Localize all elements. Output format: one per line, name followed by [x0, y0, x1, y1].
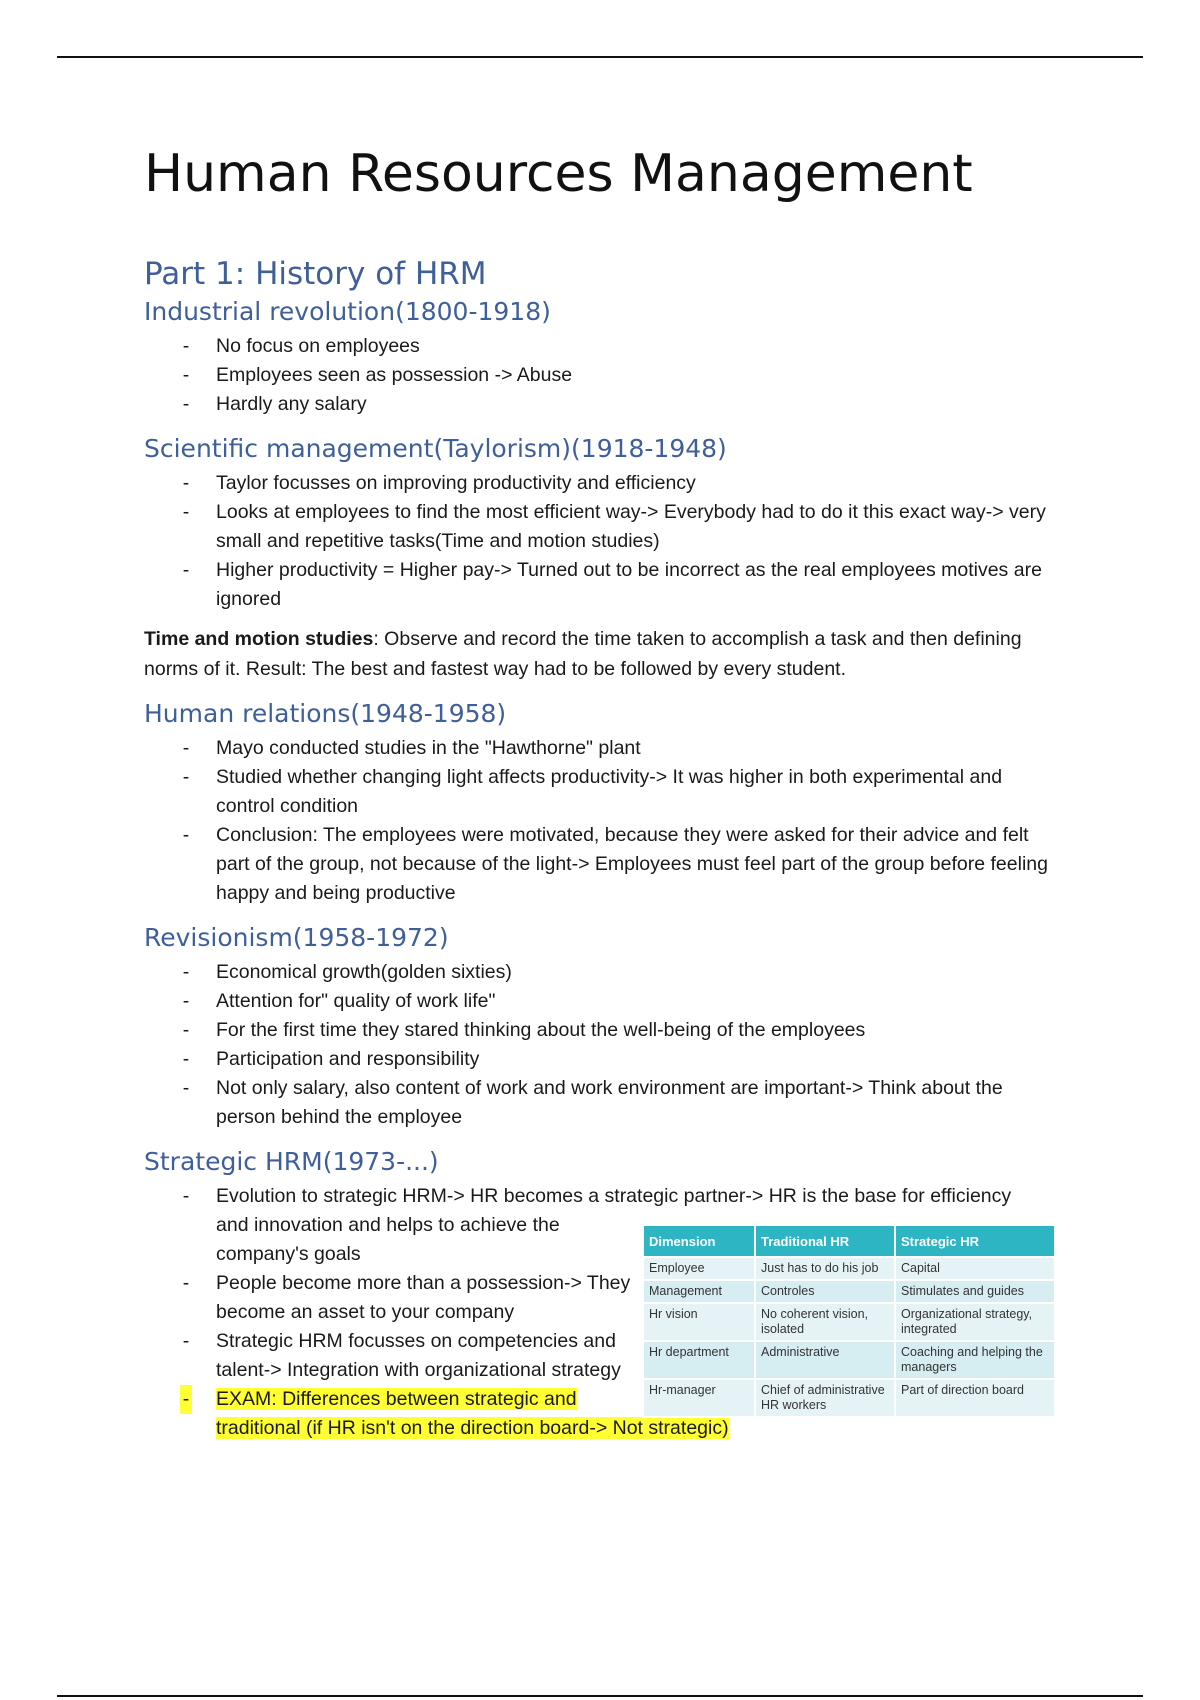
list-item-text: Studied whether changing light affects productivity-> It was higher in both experimental and control condition [216, 766, 1003, 817]
list-revisionism [144, 958, 1064, 1132]
list-item-text: No focus on employees [216, 335, 420, 357]
table-cell: Hr department [643, 1341, 755, 1379]
list-item-text: Higher productivity = Higher pay-> Turned out to be incorrect as the real employees motives are ignored [216, 559, 1042, 610]
bullet: - [182, 824, 190, 846]
table-cell: Part of direction board [895, 1379, 1055, 1417]
bullet: - [182, 472, 190, 494]
list-item [144, 1269, 640, 1327]
bullet: - [182, 961, 190, 983]
definition-paragraph [144, 624, 1064, 684]
table-row [643, 1280, 1055, 1303]
list-scientific [144, 469, 1064, 614]
list-item [144, 469, 1064, 498]
table-header-row [643, 1225, 1055, 1257]
bullet: - [182, 1272, 190, 1294]
section-heading-strategic: Strategic HRM(1973-...) [144, 1147, 439, 1176]
exam-note-line-1: EXAM: Differences between strategic and [216, 1388, 577, 1410]
list-item [144, 763, 1064, 821]
list-item [144, 821, 1064, 908]
bullet: - [182, 1185, 190, 1207]
section-heading-human-relations: Human relations(1948-1958) [144, 699, 507, 728]
bullet: - [182, 501, 190, 523]
table-row [643, 1257, 1055, 1280]
exam-note-line-2: traditional (if HR isn't on the direction board-> Not strategic) [216, 1417, 729, 1439]
list-item [144, 1045, 1064, 1074]
definition-term: Time and motion studies [144, 628, 374, 650]
list-item-text: Strategic HRM focusses on competencies and talent-> Integration with organizational strategy [216, 1330, 621, 1381]
section-heading-revisionism: Revisionism(1958-1972) [144, 923, 449, 952]
list-item [144, 390, 1064, 419]
table-cell: Organizational strategy, integrated [895, 1303, 1055, 1341]
bullet: - [182, 364, 190, 386]
table-cell: Hr-manager [643, 1379, 755, 1417]
list-item [144, 958, 1064, 987]
bullet: - [182, 393, 190, 415]
table-cell: No coherent vision, isolated [755, 1303, 895, 1341]
list-item [144, 1016, 1064, 1045]
table-cell: Just has to do his job [755, 1257, 895, 1280]
top-rule [57, 56, 1143, 58]
list-item-text: People become more than a possession-> They become an asset to your company [216, 1272, 631, 1323]
bullet: - [180, 1385, 192, 1414]
bottom-rule [57, 1695, 1143, 1697]
list-item [144, 498, 1064, 556]
list-item-text: Hardly any salary [216, 393, 367, 415]
list-item-text: Conclusion: The employees were motivated, because they were asked for their advice and felt part of the group, not because of the light-> Employees must feel part of the group before feeling happy and being productive [216, 824, 1048, 904]
definition-text: : Observe and record the time taken to accomplish a task and then defining norms of it. Result: The best and fastest way had to be followed by every student. [144, 628, 1022, 680]
list-item-text: Participation and responsibility [216, 1048, 480, 1070]
table-header-cell: Strategic HR [895, 1225, 1055, 1257]
bullet: - [182, 1048, 190, 1070]
bullet: - [182, 1077, 190, 1099]
list-item [144, 332, 1064, 361]
list-item-text-continued: and innovation and helps to achieve the company's goals [216, 1214, 560, 1265]
table-cell: Management [643, 1280, 755, 1303]
bullet: - [182, 737, 190, 759]
list-item-text: For the first time they stared thinking about the well-being of the employees [216, 1019, 866, 1041]
table-row [643, 1341, 1055, 1379]
list-item [144, 361, 1064, 390]
table-cell: Hr vision [643, 1303, 755, 1341]
bullet: - [182, 335, 190, 357]
comparison-table [642, 1224, 1056, 1418]
list-item [144, 1327, 640, 1385]
document-title: Human Resources Management [144, 144, 973, 204]
table-header-cell: Dimension [643, 1225, 755, 1257]
list-item-text: Evolution to strategic HRM-> HR becomes a strategic partner-> HR is the base for efficiency [216, 1185, 1012, 1207]
bullet: - [182, 1019, 190, 1041]
list-item-text: Not only salary, also content of work and work environment are important-> Think about the person behind the employee [216, 1077, 1003, 1128]
table-cell: Coaching and helping the managers [895, 1341, 1055, 1379]
table-cell: Capital [895, 1257, 1055, 1280]
list-item [144, 1074, 1064, 1132]
document-page [144, 136, 1064, 1443]
bullet: - [182, 990, 190, 1012]
table-row [643, 1303, 1055, 1341]
bullet: - [182, 1330, 190, 1352]
strategic-section [144, 1182, 1064, 1443]
list-item [144, 556, 1064, 614]
table-cell: Chief of administrative HR workers [755, 1379, 895, 1417]
table-cell: Employee [643, 1257, 755, 1280]
list-item-text: Economical growth(golden sixties) [216, 961, 512, 983]
table-cell: Administrative [755, 1341, 895, 1379]
list-item-text: Looks at employees to find the most efficient way-> Everybody had to do it this exact way-> very small and repetitive tasks(Time and motion studies) [216, 501, 1046, 552]
table-row [643, 1379, 1055, 1417]
section-heading-scientific: Scientific management(Taylorism)(1918-1948) [144, 434, 727, 463]
table-header-cell: Traditional HR [755, 1225, 895, 1257]
bullet: - [182, 766, 190, 788]
list-item-text: Attention for" quality of work life" [216, 990, 496, 1012]
section-heading-industrial: Industrial revolution(1800-1918) [144, 297, 551, 326]
bullet: - [182, 559, 190, 581]
table-cell: Stimulates and guides [895, 1280, 1055, 1303]
list-industrial [144, 332, 1064, 419]
list-human-relations [144, 734, 1064, 908]
list-item [144, 734, 1064, 763]
list-item-text: Taylor focusses on improving productivity and efficiency [216, 472, 696, 494]
list-item [144, 987, 1064, 1016]
list-item-text: Mayo conducted studies in the "Hawthorne" plant [216, 737, 641, 759]
list-item-text: Employees seen as possession -> Abuse [216, 364, 573, 386]
table-cell: Controles [755, 1280, 895, 1303]
part-heading: Part 1: History of HRM [144, 256, 487, 292]
